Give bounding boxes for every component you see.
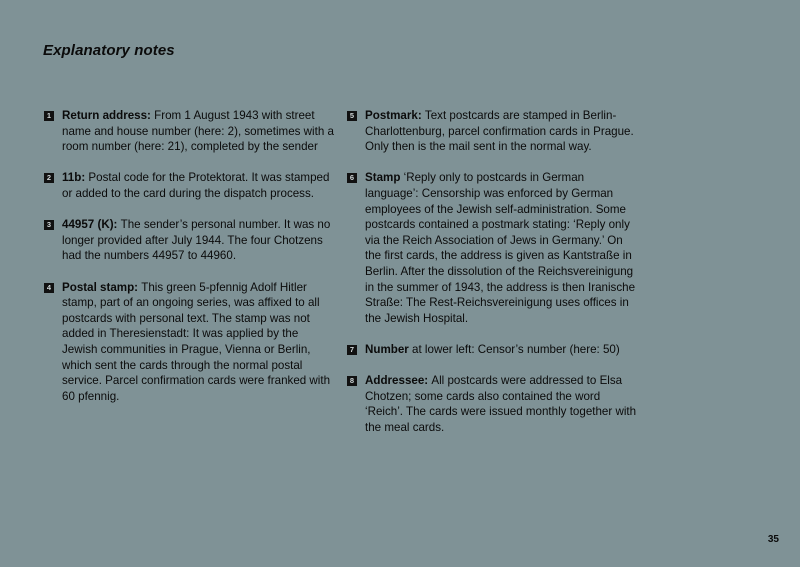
note-number-badge: 5	[347, 111, 357, 121]
note-label: 11b:	[62, 171, 89, 185]
note-text: Postal code for the Protektorat. It was stamped or added to the card during the dispatch process.	[62, 171, 330, 200]
note-text: This green 5-pfennig Adolf Hitler stamp, part of an ongoing series, was affixed to all postcards with personal text. The stamp was not added in Theresienstadt: It was applied by the Jewish communities in Prague, Vienna or Berlin, which sent the cards through the normal postal service. Parcel confirmation cards were franked with 60 pfennig.	[62, 280, 331, 403]
note-label: Postal stamp:	[62, 280, 142, 294]
note-postal-code	[44, 170, 336, 201]
note-censorship-stamp	[347, 170, 639, 326]
page-number: 35	[767, 534, 779, 545]
note-censor-number	[347, 342, 639, 358]
note-text: From 1 August 1943 with street name and house number (here: 2), sometimes with a room number (here: 21), completed by the sender	[62, 109, 334, 154]
note-return-address	[44, 108, 336, 155]
note-text: at lower left: Censor’s number (here: 50)	[412, 342, 620, 356]
note-number-badge: 6	[347, 173, 357, 183]
note-number-badge: 8	[347, 376, 357, 386]
notes-column-right	[347, 108, 639, 451]
note-number-badge: 3	[44, 220, 54, 230]
note-number-badge: 4	[44, 283, 54, 293]
note-text: The sender’s personal number. It was no longer provided after July 1944. The four Chotzens had the numbers 44957 to 44960.	[62, 218, 331, 263]
note-postal-stamp	[44, 280, 336, 405]
note-label: 44957 (K):	[62, 218, 121, 232]
note-personal-number	[44, 217, 336, 264]
note-text: ‘Reply only to postcards in German language’: Censorship was enforced by German employees of the Jewish self-administration. Some postcards contained a postmark stating: ‘Reply only via the Reich Association of Jews in Germany.’ On the first cards, the address is given as Kantstraße in Berlin. After the dissolution of the Reichsvereinigung in the summer of 1943, the address is then Iranische Straße: The Rest-Reichsvereinigung uses offices in the Jewish Hospital.	[365, 171, 636, 325]
note-addressee	[347, 373, 639, 435]
note-number-badge: 7	[347, 345, 357, 355]
note-label: Stamp	[365, 171, 404, 185]
note-text: Text postcards are stamped in Berlin-Charlottenburg, parcel confirmation cards in Prague. Only then is the mail sent in the normal way.	[365, 109, 634, 154]
notes-column-left	[44, 108, 336, 420]
note-number-badge: 2	[44, 173, 54, 183]
note-text: All postcards were addressed to Elsa Chotzen; some cards also contained the word ‘Reich’. The cards were issued monthly together with the meal cards.	[365, 374, 637, 434]
note-number-badge: 1	[44, 111, 54, 121]
note-label: Addressee:	[365, 374, 432, 388]
page-title: Explanatory notes	[43, 42, 175, 59]
note-label: Return address:	[62, 109, 155, 122]
note-label: Postmark:	[365, 109, 425, 122]
note-postmark	[347, 108, 639, 155]
note-label: Number	[365, 342, 413, 356]
